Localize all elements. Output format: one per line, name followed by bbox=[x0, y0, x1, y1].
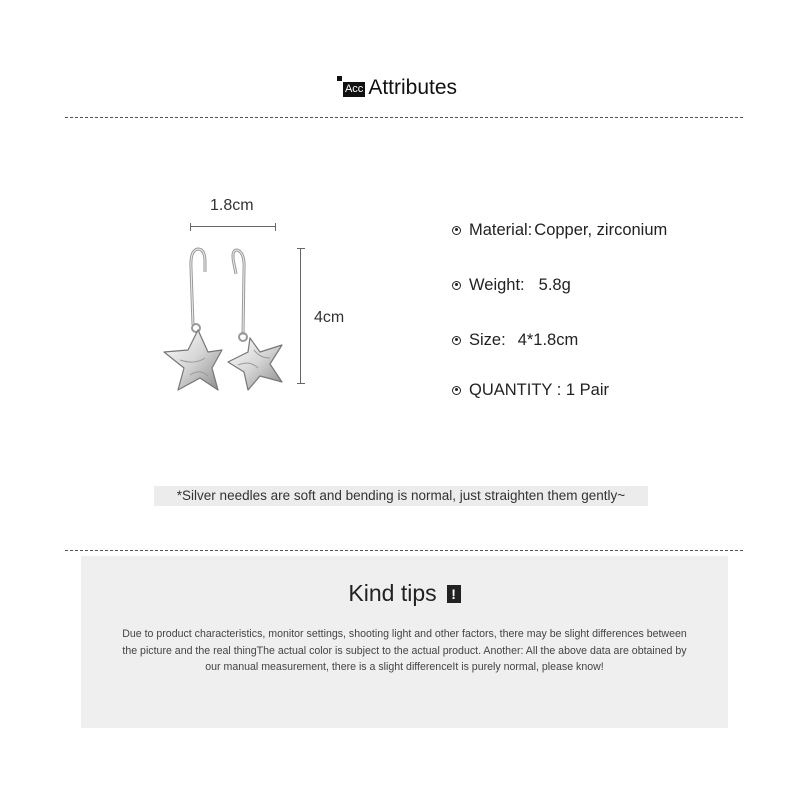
care-note: *Silver needles are soft and bending is normal, just straighten them gently~ bbox=[154, 486, 648, 506]
bullet-icon bbox=[452, 281, 461, 290]
spec-material bbox=[452, 218, 667, 242]
acc-badge-text: Acc bbox=[344, 83, 364, 95]
height-dimension-line bbox=[300, 248, 301, 384]
section-header bbox=[0, 76, 800, 100]
acc-badge bbox=[343, 82, 365, 97]
spec-size-value: 4*1.8cm bbox=[517, 330, 579, 349]
kind-tips-panel bbox=[81, 556, 728, 728]
width-dimension-line bbox=[190, 226, 276, 227]
spec-quantity bbox=[452, 378, 609, 402]
warning-icon: ! bbox=[447, 585, 461, 603]
dashed-divider-top bbox=[65, 117, 743, 118]
badge-dot bbox=[337, 76, 342, 81]
spec-weight-value: 5.8g bbox=[538, 275, 571, 294]
spec-material-label: Material: bbox=[469, 220, 533, 239]
width-dimension-label: 1.8cm bbox=[210, 197, 254, 214]
kind-tips-title: Kind tips bbox=[348, 580, 437, 606]
spec-weight bbox=[452, 273, 571, 297]
kind-tips-heading bbox=[81, 580, 728, 607]
spec-size-label: Size: bbox=[469, 330, 506, 349]
spec-quantity-label: QUANTITY : 1 Pair bbox=[469, 380, 609, 399]
spec-weight-label: Weight: bbox=[469, 275, 525, 294]
bullet-icon bbox=[452, 226, 461, 235]
bullet-icon bbox=[452, 336, 461, 345]
spec-size bbox=[452, 328, 578, 352]
height-dimension-label: 4cm bbox=[314, 309, 345, 326]
kind-tips-body: Due to product characteristics, monitor settings, shooting light and other factors, there may be slight differences between the picture and the real thingThe actual color is subject to the actual product. Another: All the above data are obtained by our manual measurement, there is a slight differenceIt is purely normal, please know! bbox=[122, 628, 687, 673]
spec-material-value: Copper, zirconium bbox=[534, 220, 668, 239]
section-title: Attributes bbox=[368, 76, 458, 99]
bullet-icon bbox=[452, 386, 461, 395]
dashed-divider-bottom bbox=[65, 550, 743, 551]
